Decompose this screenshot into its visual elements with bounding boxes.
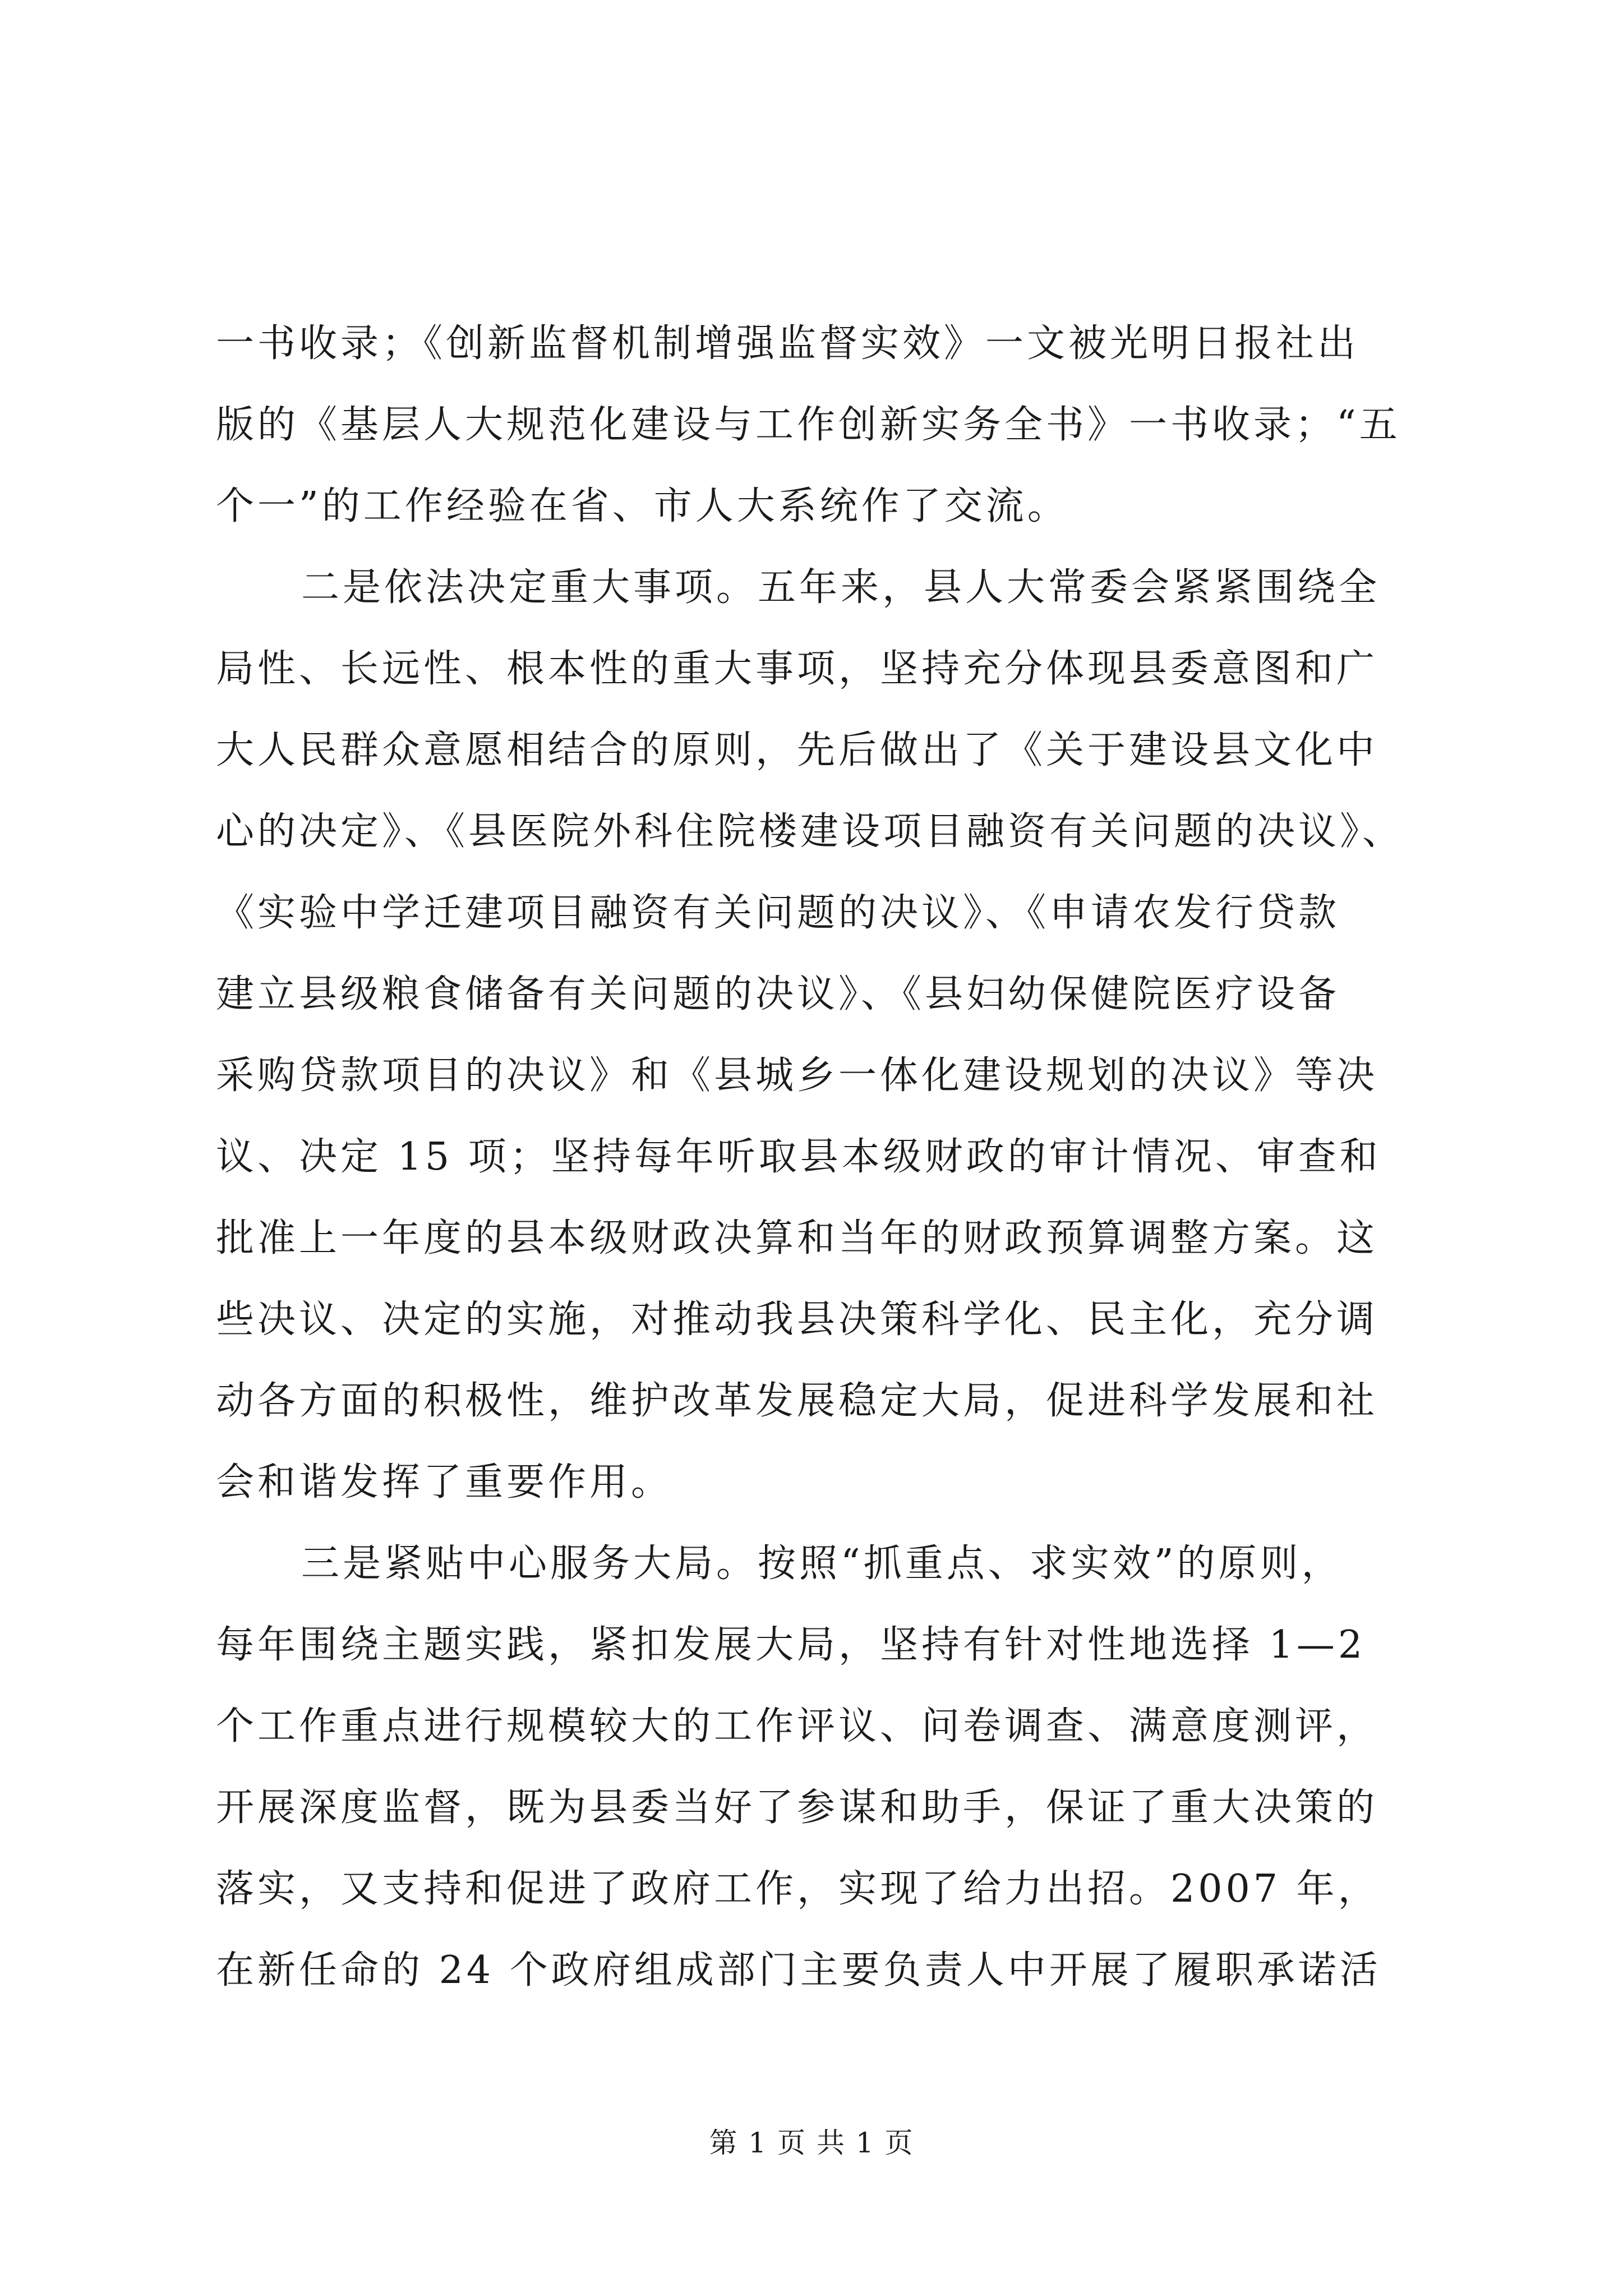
text-line: 二是依法决定重大事项。五年来，县人大常委会紧紧围绕全	[301, 565, 1381, 610]
text-line: 每年围绕主题实践，紧扣发展大局，坚持有针对性地选择 1—2	[216, 1623, 1366, 1667]
text-line: 落实，又支持和促进了政府工作，实现了给力出招。2007 年，	[216, 1867, 1380, 1911]
text-line: 开展深度监督，既为县委当好了参谋和助手，保证了重大决策的	[216, 1786, 1378, 1830]
text-line: 版的《基层人大规范化建设与工作创新实务全书》一书收录；“五	[216, 403, 1401, 447]
text-line: 建立县级粮食储备有关问题的决议》、《县妇幼保健院医疗设备	[216, 972, 1340, 1016]
text-line: 采购贷款项目的决议》和《县城乡一体化建设规划的决议》等决	[216, 1053, 1378, 1098]
text-line: 在新任命的 24 个政府组成部门主要负责人中开展了履职承诺活	[216, 1948, 1381, 1993]
text-line: 动各方面的积极性，维护改革发展稳定大局，促进科学发展和社	[216, 1379, 1378, 1423]
text-line: 三是紧贴中心服务大局。按照“抓重点、求实效”的原则，	[301, 1542, 1343, 1586]
text-line: 个工作重点进行规模较大的工作评议、问卷调查、满意度测评，	[216, 1704, 1378, 1749]
text-line: 心的决定》、《县医院外科住院楼建设项目融资有关问题的决议》、	[216, 809, 1404, 854]
text-line: 局性、长远性、根本性的重大事项，坚持充分体现县委意图和广	[216, 647, 1378, 691]
text-line: 议、决定 15 项；坚持每年听取县本级财政的审计情况、审查和	[216, 1135, 1381, 1179]
text-line: 些决议、决定的实施，对推动我县决策科学化、民主化，充分调	[216, 1297, 1378, 1342]
text-line: 《实验中学迁建项目融资有关问题的决议》、《申请农发行贷款	[216, 891, 1340, 935]
page-footer: 第 1 页 共 1 页	[709, 2127, 914, 2159]
text-line: 个一”的工作经验在省、市人大系统作了交流。	[216, 484, 1069, 528]
paragraph	[216, 1523, 1472, 2011]
text-line: 大人民群众意愿相结合的原则，先后做出了《关于建设县文化中	[216, 728, 1378, 772]
paragraph	[216, 303, 1472, 547]
document-body	[216, 303, 1472, 2011]
paragraph	[216, 547, 1472, 1523]
text-line: 批准上一年度的县本级财政决算和当年的财政预算调整方案。这	[216, 1216, 1378, 1260]
text-line: 会和谐发挥了重要作用。	[216, 1460, 673, 1504]
text-line: 一书收录；《创新监督机制增强监督实效》一文被光明日报社出	[216, 321, 1359, 366]
